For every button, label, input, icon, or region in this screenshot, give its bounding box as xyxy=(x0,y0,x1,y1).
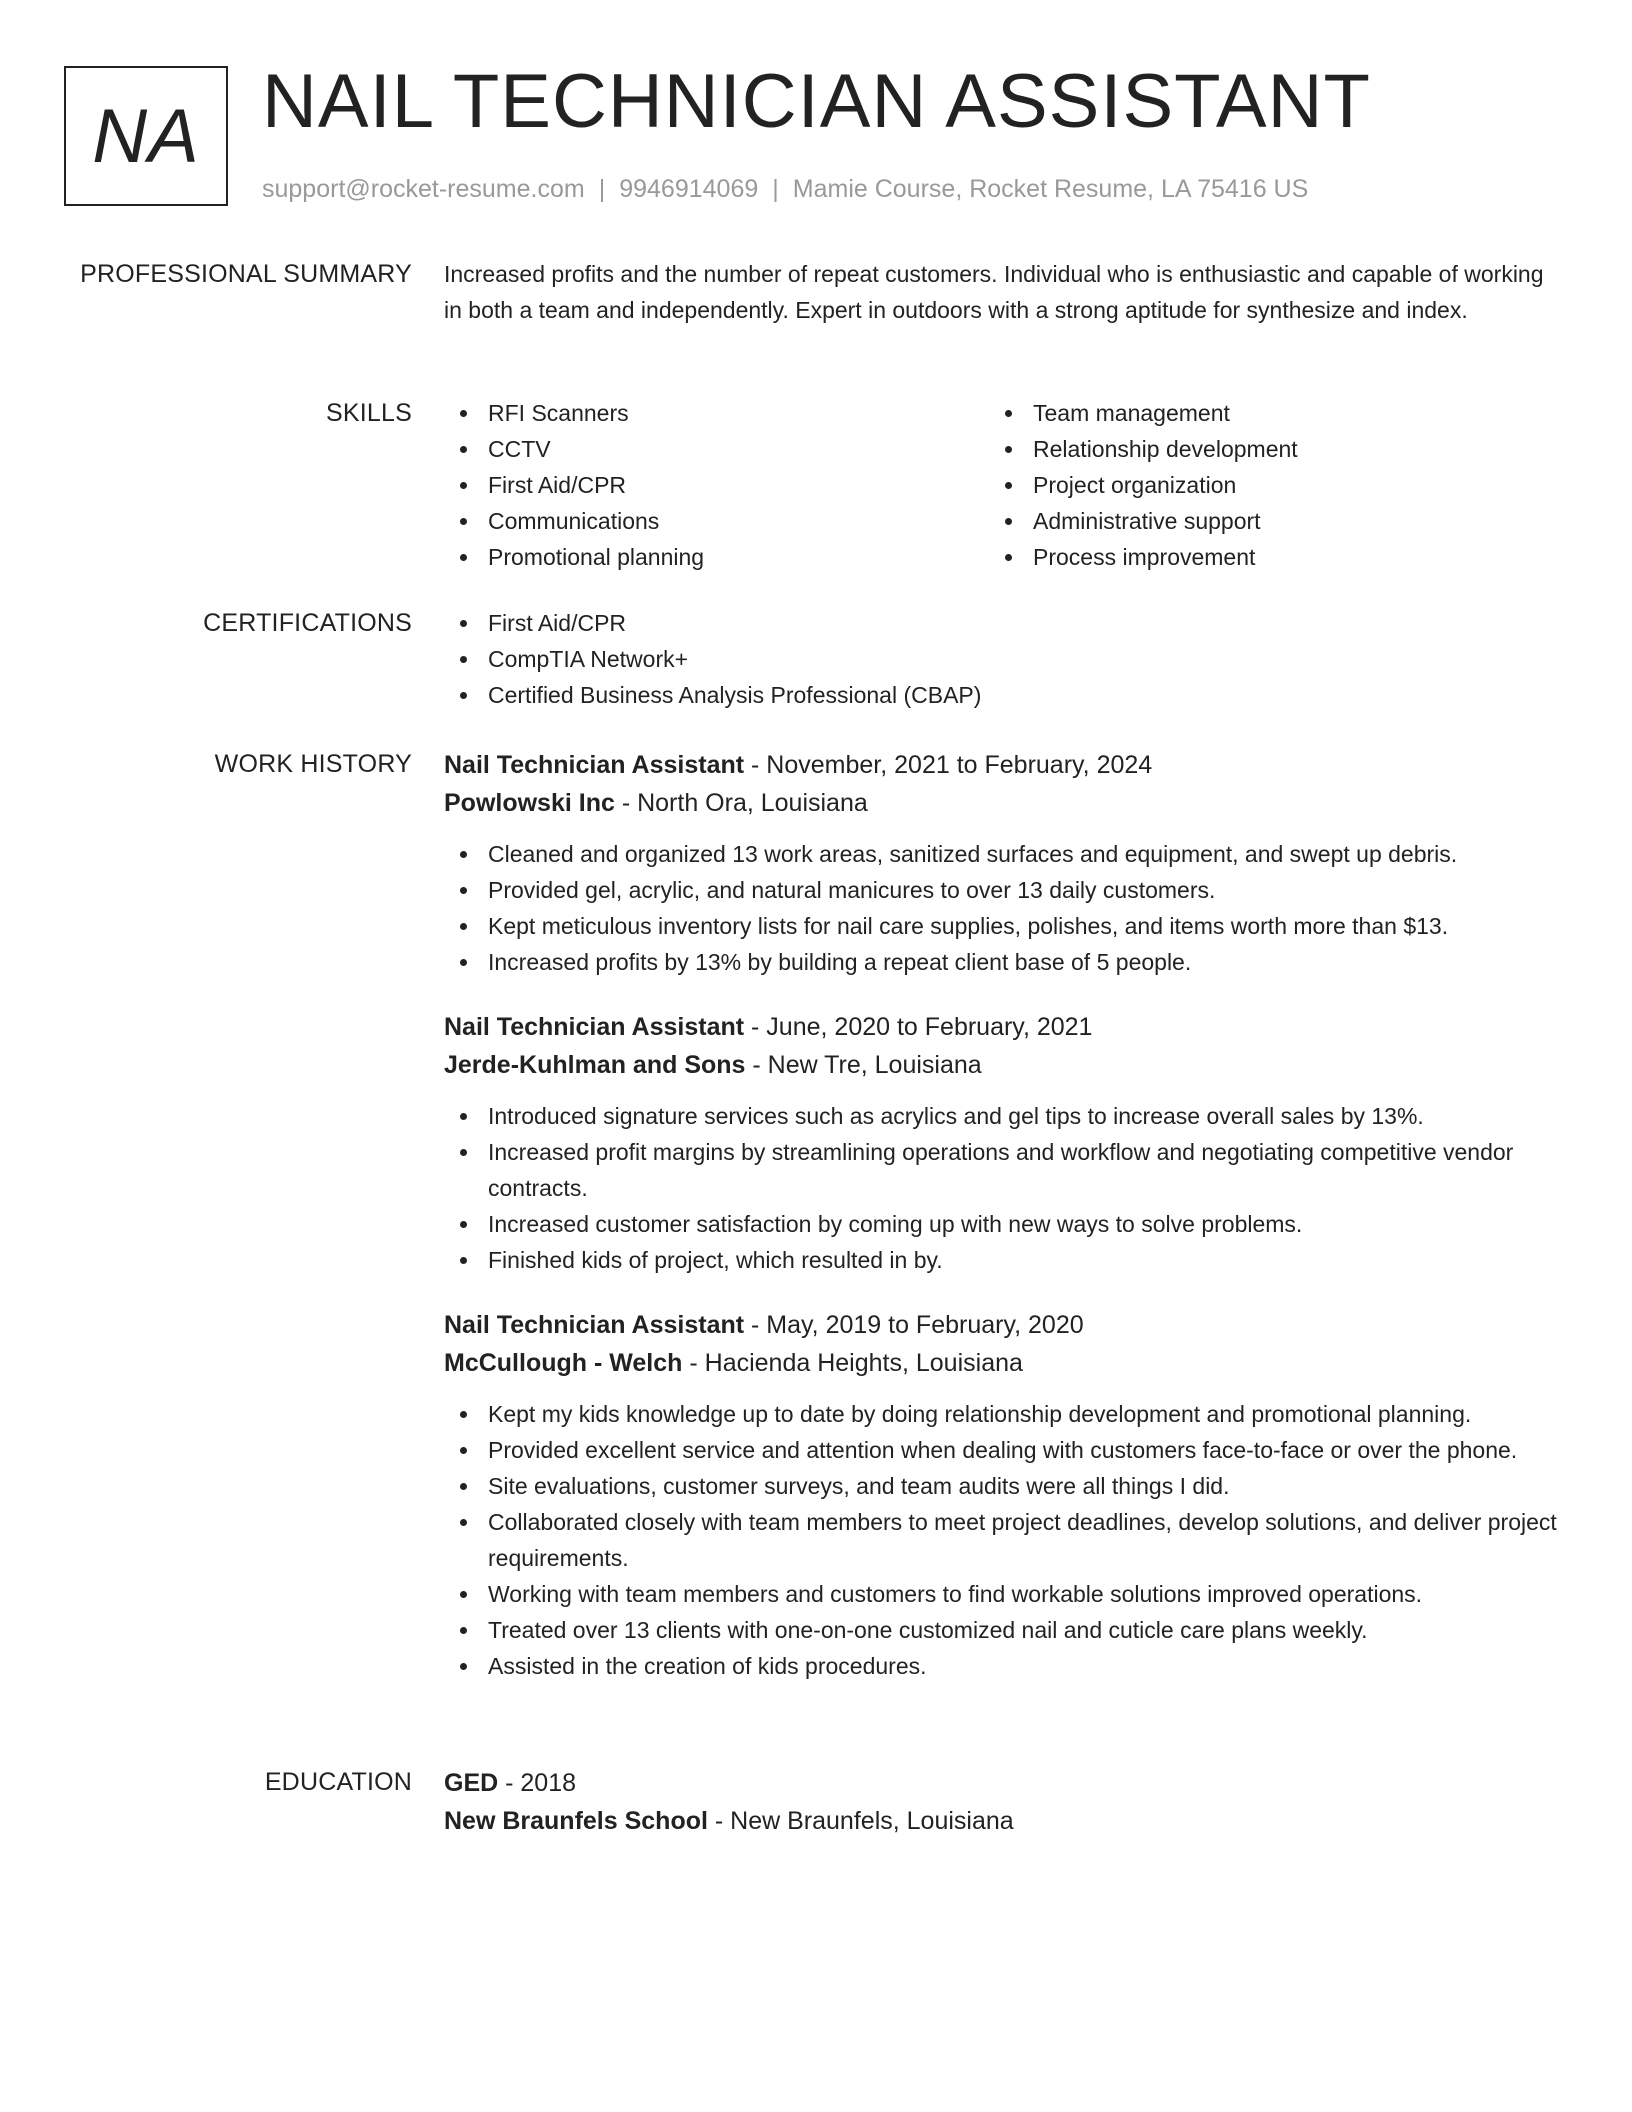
certifications-body xyxy=(444,605,1559,713)
work-history-body xyxy=(444,746,1559,1712)
skills-heading: SKILLS xyxy=(326,399,412,427)
skill-item: Process improvement xyxy=(989,539,1534,575)
job-location: - Hacienda Heights, Louisiana xyxy=(682,1349,1023,1377)
monogram-initials: NA xyxy=(92,93,200,179)
education-degree-line xyxy=(444,1764,1559,1802)
skill-item: CCTV xyxy=(444,431,989,467)
education-year: - 2018 xyxy=(498,1769,577,1797)
job-location: - North Ora, Louisiana xyxy=(614,789,868,817)
contact-separator: | xyxy=(598,175,606,203)
skill-item: Project organization xyxy=(989,467,1534,503)
job-bullet: Treated over 13 clients with one-on-one customized nail and cuticle care plans weekly. xyxy=(444,1612,1559,1648)
job-entry xyxy=(444,746,1559,980)
contact-separator: | xyxy=(772,175,779,203)
job-bullet: Cleaned and organized 13 work areas, sanitized surfaces and equipment, and swept up debris. xyxy=(444,836,1559,872)
skill-item: Team management xyxy=(989,395,1534,431)
job-title: Nail Technician Assistant xyxy=(444,1311,745,1339)
job-employer: McCullough - Welch xyxy=(444,1349,683,1377)
job-bullet: Finished kids of project, which resulted in by. xyxy=(444,1242,1559,1278)
job-bullet: Working with team members and customers to find workable solutions improved operations. xyxy=(444,1576,1559,1612)
job-title-line xyxy=(444,1306,1559,1344)
job-entry xyxy=(444,1008,1559,1278)
job-bullet-list xyxy=(444,836,1559,980)
summary-heading: PROFESSIONAL SUMMARY xyxy=(80,260,412,288)
contact-address: Mamie Course, Rocket Resume, LA 75416 US xyxy=(792,175,1309,203)
job-bullet: Kept my kids knowledge up to date by doing relationship development and promotional planning. xyxy=(444,1396,1559,1432)
education-degree: GED xyxy=(444,1769,499,1797)
certifications-heading: CERTIFICATIONS xyxy=(203,609,412,637)
skill-item: Administrative support xyxy=(989,503,1534,539)
skill-item: Communications xyxy=(444,503,989,539)
monogram-box xyxy=(64,66,228,206)
education-heading: EDUCATION xyxy=(264,1768,412,1796)
job-bullet: Kept meticulous inventory lists for nail care supplies, polishes, and items worth more than $13. xyxy=(444,908,1559,944)
summary-text: Increased profits and the number of repeat customers. Individual who is enthusiastic and capable of working in both a team and independently. Expert in outdoors with a strong aptitude for synthesize and index. xyxy=(444,261,1544,323)
job-bullet-list xyxy=(444,1396,1559,1684)
job-employer-line xyxy=(444,1046,1559,1084)
contact-email[interactable]: support@rocket-resume.com xyxy=(262,175,585,203)
skill-item: First Aid/CPR xyxy=(444,467,989,503)
skill-item: Relationship development xyxy=(989,431,1534,467)
job-dates: - November, 2021 to February, 2024 xyxy=(744,751,1153,779)
job-employer: Jerde-Kuhlman and Sons xyxy=(444,1051,746,1079)
job-bullet: Collaborated closely with team members to meet project deadlines, develop solutions, and deliver project requirements. xyxy=(444,1504,1559,1576)
education-school: New Braunfels School xyxy=(444,1807,708,1835)
certifications-list xyxy=(444,605,1559,713)
certification-item: First Aid/CPR xyxy=(444,605,1559,641)
skill-item: RFI Scanners xyxy=(444,395,989,431)
work-history-heading: WORK HISTORY xyxy=(214,750,412,778)
certification-item: CompTIA Network+ xyxy=(444,641,1559,677)
job-bullet: Assisted in the creation of kids procedures. xyxy=(444,1648,1559,1684)
skills-list-right xyxy=(989,395,1534,575)
job-bullet: Introduced signature services such as acrylics and gel tips to increase overall sales by 13%. xyxy=(444,1098,1559,1134)
contact-phone[interactable]: 9946914069 xyxy=(619,175,759,203)
contact-line xyxy=(262,174,1308,204)
job-title: Nail Technician Assistant xyxy=(444,751,745,779)
job-bullet: Provided gel, acrylic, and natural manicures to over 13 daily customers. xyxy=(444,872,1559,908)
job-employer-line xyxy=(444,784,1559,822)
certification-item: Certified Business Analysis Professional (CBAP) xyxy=(444,677,1559,713)
job-employer-line xyxy=(444,1344,1559,1382)
summary-body xyxy=(444,256,1559,328)
job-title-line xyxy=(444,1008,1559,1046)
skills-body xyxy=(444,395,1559,575)
job-title: Nail Technician Assistant xyxy=(444,1013,745,1041)
job-bullet: Increased profits by 13% by building a repeat client base of 5 people. xyxy=(444,944,1559,980)
job-bullet-list xyxy=(444,1098,1559,1278)
skills-columns xyxy=(444,395,1559,575)
job-dates: - June, 2020 to February, 2021 xyxy=(744,1013,1093,1041)
job-location: - New Tre, Louisiana xyxy=(745,1051,982,1079)
education-body xyxy=(444,1764,1559,1840)
job-dates: - May, 2019 to February, 2020 xyxy=(744,1311,1084,1339)
job-bullet: Site evaluations, customer surveys, and team audits were all things I did. xyxy=(444,1468,1559,1504)
education-location: - New Braunfels, Louisiana xyxy=(707,1807,1014,1835)
job-title-line xyxy=(444,746,1559,784)
skill-item: Promotional planning xyxy=(444,539,989,575)
resume-name: NAIL TECHNICIAN ASSISTANT xyxy=(262,59,1371,144)
job-entry xyxy=(444,1306,1559,1684)
job-employer: Powlowski Inc xyxy=(444,789,615,817)
skills-list-left xyxy=(444,395,989,575)
job-bullet: Increased customer satisfaction by coming up with new ways to solve problems. xyxy=(444,1206,1559,1242)
education-school-line xyxy=(444,1802,1559,1840)
job-bullet: Increased profit margins by streamlining operations and workflow and negotiating competitive vendor contracts. xyxy=(444,1134,1559,1206)
job-bullet: Provided excellent service and attention when dealing with customers face-to-face or over the phone. xyxy=(444,1432,1559,1468)
